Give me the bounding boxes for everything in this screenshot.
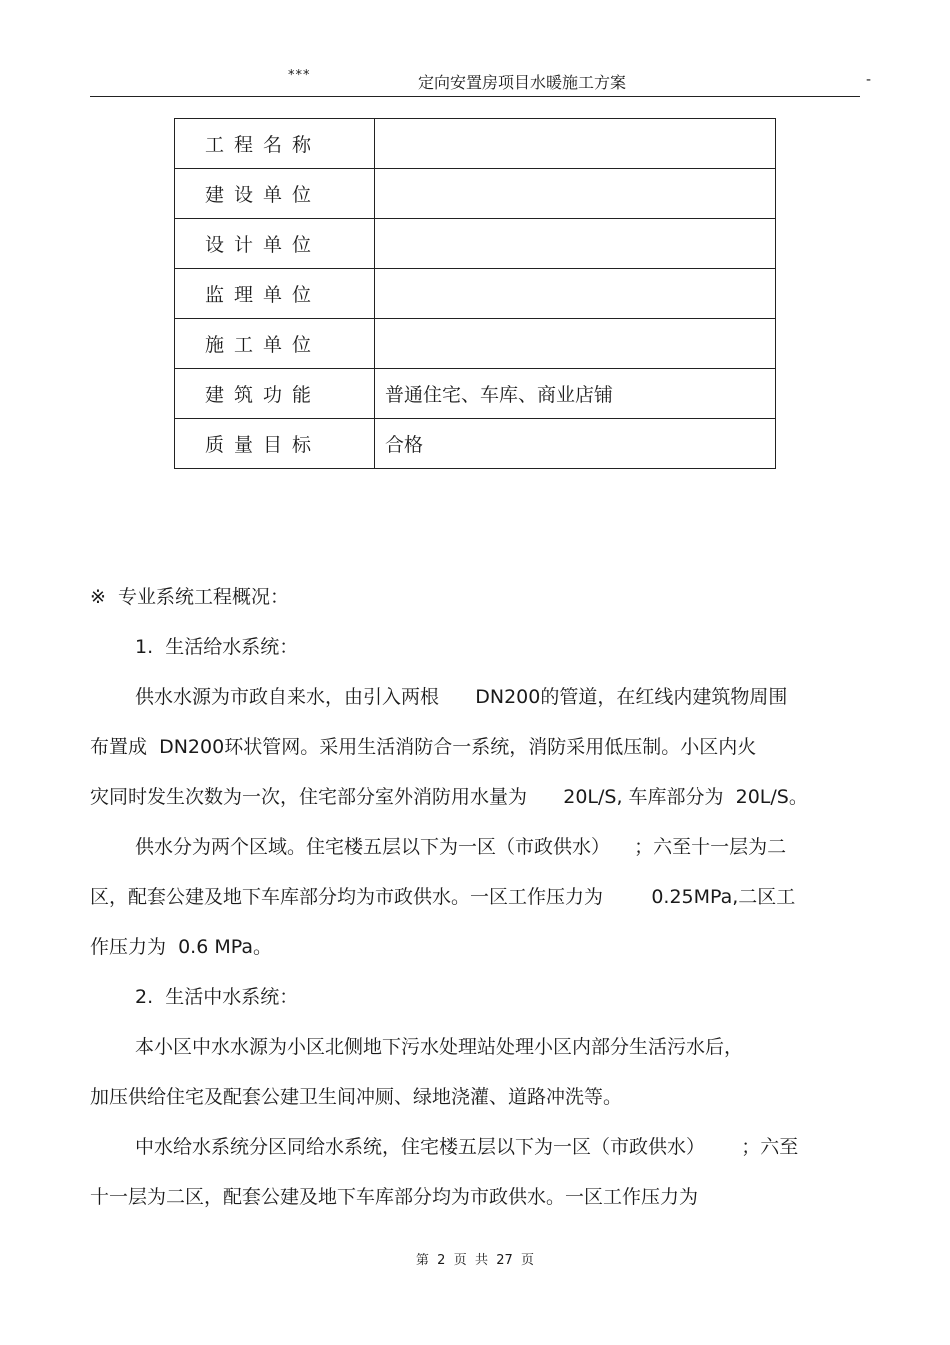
table-row <box>175 219 776 269</box>
row-label: 建筑功能 <box>175 369 375 419</box>
body-line: 作压力为 0.6 MPa。 <box>90 936 272 958</box>
row-label: 施工单位 <box>175 319 375 369</box>
header-stars: *** <box>288 68 311 83</box>
body-line: 供水水源为市政自来水，由引入两根 DN200的管道，在红线内建筑物周围 <box>135 686 788 708</box>
table-row <box>175 419 776 469</box>
row-value <box>375 119 776 169</box>
body-line: 灾同时发生次数为一次，住宅部分室外消防用水量为 20L/S, 车库部分为 20L/S。 <box>90 786 808 808</box>
row-value <box>375 319 776 369</box>
document-title: 定向安置房项目水暖施工方案 <box>418 73 627 92</box>
row-value: 合格 <box>375 419 776 469</box>
row-value: 普通住宅、车库、商业店铺 <box>375 369 776 419</box>
page-number: 第 2 页 共 27 页 <box>415 1253 535 1268</box>
row-value <box>375 269 776 319</box>
row-value <box>375 219 776 269</box>
row-label: 工程名称 <box>175 119 375 169</box>
table-row <box>175 269 776 319</box>
body-line: 中水给水系统分区同给水系统，住宅楼五层以下为一区（市政供水） ；六至 <box>135 1136 799 1158</box>
body-line: 区，配套公建及地下车库部分均为市政供水。一区工作压力为 0.25MPa,二区工 <box>90 886 796 908</box>
body-line: 十一层为二区，配套公建及地下车库部分均为市政供水。一区工作压力为 <box>90 1186 699 1208</box>
project-info-table <box>174 118 776 469</box>
body-line: 供水分为两个区域。住宅楼五层以下为一区（市政供水） ；六至十一层为二 <box>135 836 787 858</box>
body-line: 布置成 DN200环状管网。采用生活消防合一系统，消防采用低压制。小区内火 <box>90 736 757 758</box>
section-heading: ※ 专业系统工程概况： <box>90 586 289 608</box>
subsection-heading-reclaimed-water: 2. 生活中水系统： <box>135 986 299 1008</box>
row-label: 监理单位 <box>175 269 375 319</box>
header-dash: - <box>866 72 872 88</box>
header-rule <box>90 96 860 97</box>
table-row <box>175 369 776 419</box>
table-row <box>175 169 776 219</box>
subsection-heading-water-supply: 1. 生活给水系统： <box>135 636 299 658</box>
row-value <box>375 169 776 219</box>
body-line: 本小区中水水源为小区北侧地下污水处理站处理小区内部分生活污水后， <box>135 1036 744 1058</box>
body-line: 加压供给住宅及配套公建卫生间冲厕、绿地浇灌、道路冲洗等。 <box>90 1086 623 1108</box>
row-label: 建设单位 <box>175 169 375 219</box>
row-label: 设计单位 <box>175 219 375 269</box>
row-label: 质量目标 <box>175 419 375 469</box>
table-row <box>175 119 776 169</box>
table-row <box>175 319 776 369</box>
